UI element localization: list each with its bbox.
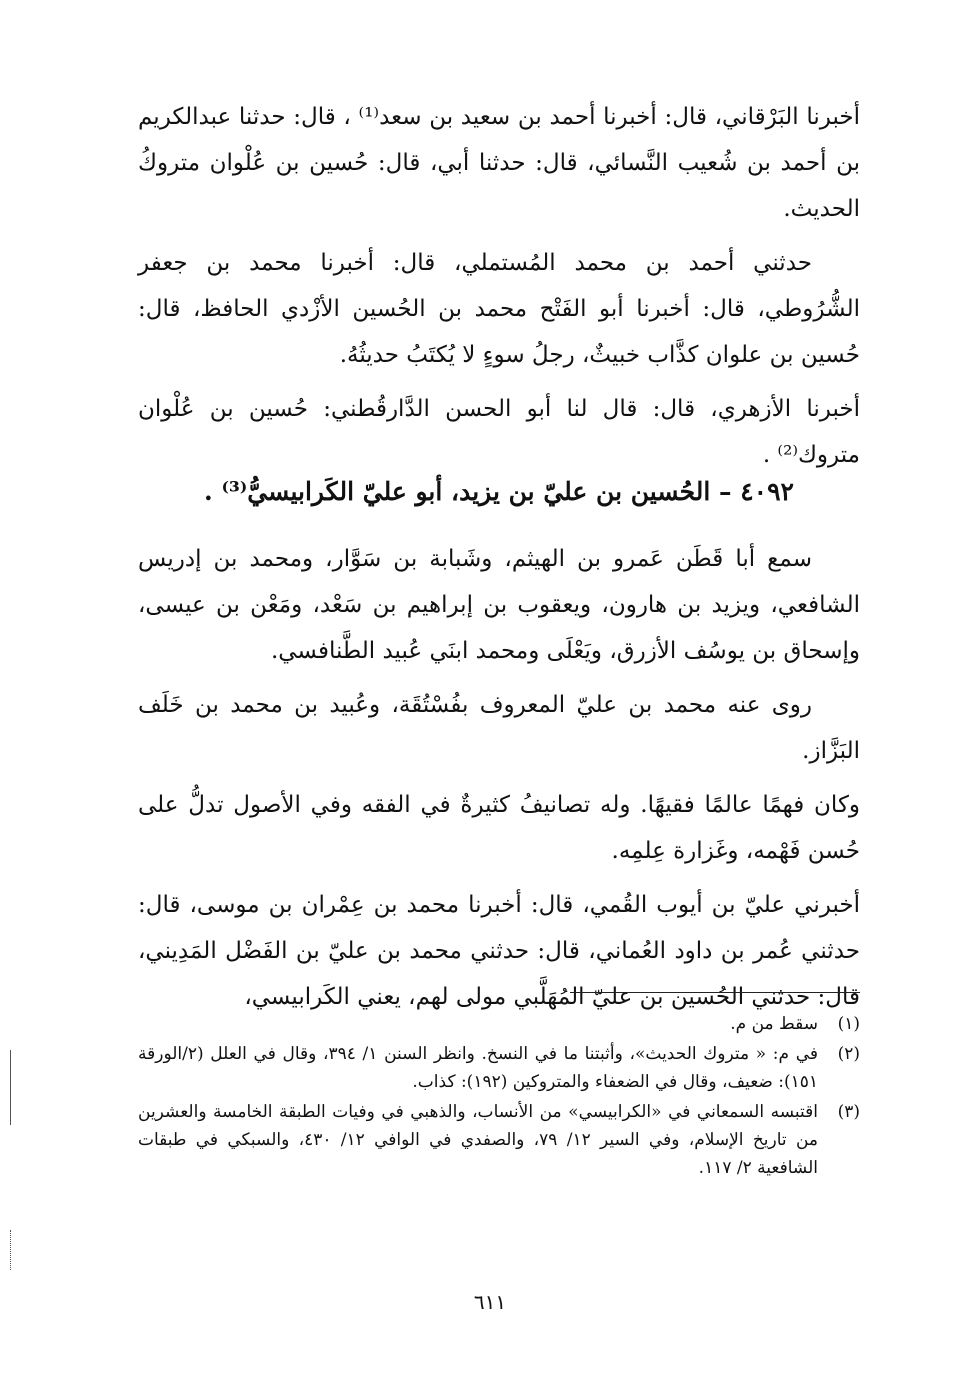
footnotes: [138, 1010, 860, 1184]
paragraph-6: وكان فهمًا عالمًا فقيهًا. وله تصانيفُ كثيرةٌ في الفقه وفي الأصول تدلُّ على حُسن فَهْمه، وغَزارة عِلمِه.: [138, 792, 860, 864]
footnote-text: سقط من م.: [730, 1014, 818, 1034]
main-text-upper: [138, 94, 860, 486]
paragraph-7: أخبرني عليّ بن أيوب القُمي، قال: أخبرنا محمد بن عِمْران بن موسى، قال: حدثني عُمر بن داود العُماني، قال: حدثني محمد بن عليّ بن الفَضْل المَدِيني، قال: حدثني الحُسين بن عليّ المُهَلَّبي مولى لهم، يعني الكَرابيسي،: [138, 892, 860, 1010]
footnote-2: [138, 1040, 860, 1096]
footnote-divider: [570, 992, 860, 993]
entry-heading: ٤٠٩٢ – الحُسين بن عليّ بن يزيد، أبو عليّ الكَرابيسيُّ⁽³⁾ .: [204, 477, 794, 506]
footnote-text: اقتبسه السمعاني في «الكرابيسي» من الأنساب، والذهبي في وفيات الطبقة الخامسة والعشرين من تاريخ الإسلام، وفي السير ١٢/ ٧٩، والصفدي في الوافي ١٢/ ٤٣٠، والسبكي في طبقات الشافعية ٢/ ١١٧.: [138, 1102, 818, 1178]
scan-edge-mark: [10, 1050, 11, 1125]
footnote-1: [138, 1010, 860, 1038]
page-number: ٦١١: [473, 1290, 507, 1314]
paragraph-2: حدثني أحمد بن محمد المُستملي، قال: أخبرنا محمد بن جعفر الشُّرُوطي، قال: أخبرنا أبو الفَتْح محمد بن الحُسين الأزْدي الحافظ، قال: حُسين بن علوان كذَّاب خبيثٌ، رجلُ سوءٍ لا يُكتَبُ حديثُهُ.: [138, 250, 860, 368]
paragraph-1: أخبرنا البَرْقاني، قال: أخبرنا أحمد بن سعيد بن سعد⁽¹⁾ ، قال: حدثنا عبدالكريم بن أحمد بن شُعيب النَّسائي، قال: حدثنا أبي، قال: حُسين بن عُلْوان متروكُ الحديث.: [138, 104, 861, 222]
scan-edge-mark: [10, 1230, 11, 1270]
paragraph-3: أخبرنا الأزهري، قال: قال لنا أبو الحسن الدَّارقُطني: حُسين بن عُلْوان متروك⁽²⁾ .: [138, 396, 860, 468]
paragraph-4: سمع أبا قَطَن عَمرو بن الهيثم، وشَبابة بن سَوَّار، ومحمد بن إدريس الشافعي، ويزيد بن هارون، ويعقوب بن إبراهيم بن سَعْد، ومَعْن بن عيسى، وإسحاق بن يوسُف الأزرق، ويَعْلَى ومحمد ابنَي عُبيد الطَّنافسي.: [138, 546, 860, 664]
footnote-number: (١): [837, 1014, 860, 1034]
footnote-number: (٢): [837, 1044, 860, 1064]
footnote-text: في م: « متروك الحديث»، وأثبتنا ما في النسخ. وانظر السنن ١/ ٣٩٤، وقال في العلل (٢/الورقة ١٥١): ضعيف، وقال في الضعفاء والمتروكين (١٩٢): كذاب.: [138, 1044, 818, 1092]
paragraph-5: روى عنه محمد بن عليّ المعروف بفُسْتُقَة، وعُبيد بن محمد بن خَلَف البَزَّاز.: [138, 692, 860, 764]
footnote-3: [138, 1098, 860, 1182]
footnote-number: (٣): [837, 1102, 860, 1122]
main-text-lower: [138, 536, 860, 1028]
